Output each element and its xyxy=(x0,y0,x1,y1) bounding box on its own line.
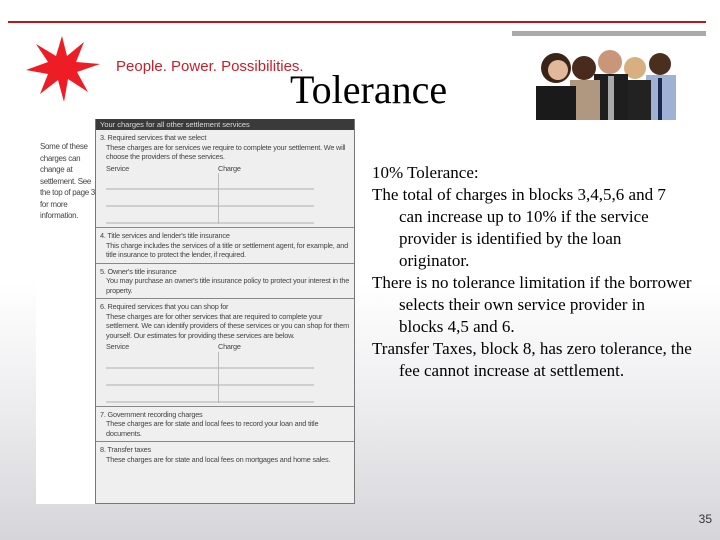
block-title: 3. Required services that we select xyxy=(100,133,207,142)
service-table xyxy=(106,342,314,403)
block-desc: You may purchase an owner's title insurance policy to protect your interest in the property. xyxy=(106,276,350,295)
slide-number: 35 xyxy=(698,512,712,526)
form-block-5 xyxy=(96,264,354,300)
block-desc: These charges are for state and local fees to record your loan and title documents. xyxy=(106,419,319,438)
slide-body xyxy=(372,162,692,382)
table-row xyxy=(106,369,314,386)
column-header-charge: Charge xyxy=(218,163,241,173)
settlement-charges-form xyxy=(95,119,355,504)
header-gray-rule xyxy=(512,31,706,36)
body-paragraph: 10% Tolerance: xyxy=(372,163,479,182)
column-header-service: Service xyxy=(106,342,129,351)
table-row xyxy=(106,352,314,369)
block-title: 5. Owner's title insurance xyxy=(100,266,177,276)
red-starburst-icon xyxy=(22,34,102,104)
form-block-8 xyxy=(96,442,354,467)
form-side-note: Some of these charges can change at settlement. See the top of page 3 for more information. xyxy=(40,142,95,220)
table-row xyxy=(106,173,314,190)
table-row xyxy=(106,386,314,403)
body-paragraph: Transfer Taxes, block 8, has zero tolerance, the fee cannot increase at settlement. xyxy=(372,339,692,380)
block-title: 8. Transfer taxes xyxy=(100,445,151,454)
group-of-five-people-photo xyxy=(522,42,684,120)
block-desc: These charges are for other services that are required to complete your settlement. We can identify providers of these services or you can shop for them yourself. Our estimates for providing these services are below. xyxy=(106,311,350,340)
form-block-6 xyxy=(96,299,354,407)
block-title: 6. Required services that you can shop for xyxy=(100,302,229,311)
gfe-form-excerpt xyxy=(36,119,354,504)
column-header-service: Service xyxy=(106,163,129,173)
body-paragraph: The total of charges in blocks 3,4,5,6 and 7 can increase up to 10% if the service provider is identified by the loan originator. xyxy=(372,185,666,270)
block-title: 7. Government recording charges xyxy=(100,409,203,419)
block-desc: This charge includes the services of a title or settlement agent, for example, and title insurance to protect the lender, if required. xyxy=(106,240,348,259)
form-header: Your charges for all other settlement services xyxy=(96,119,354,130)
form-block-7 xyxy=(96,407,354,443)
form-block-4 xyxy=(96,228,354,264)
form-block-3 xyxy=(96,130,354,228)
company-tagline: People. Power. Possibilities. xyxy=(116,58,304,75)
block-title: 4. Title services and lender's title insurance xyxy=(100,231,230,240)
table-row xyxy=(106,190,314,207)
header-red-rule xyxy=(8,21,706,23)
slide-title: Tolerance xyxy=(290,67,448,112)
table-row xyxy=(106,207,314,224)
column-header-charge: Charge xyxy=(218,342,241,351)
body-paragraph: There is no tolerance limitation if the borrower selects their own service provider in blocks 4,5 and 6. xyxy=(372,273,692,336)
block-desc: These charges are for state and local fees on mortgages and home sales. xyxy=(106,454,331,464)
block-desc: These charges are for services we require to complete your settlement. We will choose the providers of these services. xyxy=(106,142,346,161)
service-table xyxy=(106,164,314,225)
